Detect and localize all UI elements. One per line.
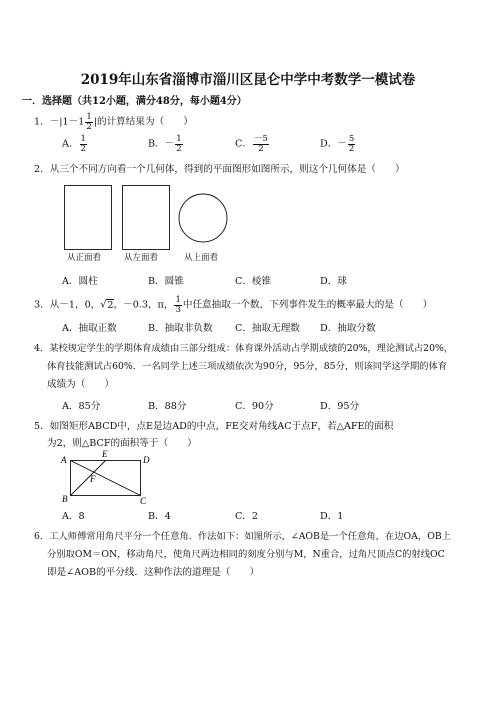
q2-option-d[interactable]: D．球 — [320, 276, 347, 287]
q3-option-b[interactable]: B．抽取非负数 — [148, 323, 213, 334]
q1-frac-num: 1 — [86, 112, 92, 122]
caption-front: 从正面看 — [67, 253, 102, 263]
q4-option-d[interactable]: D．95分 — [320, 401, 360, 412]
q2-option-a[interactable]: A．圆柱 — [62, 276, 98, 287]
q3-fraction — [174, 296, 181, 314]
frac-num: 1 — [176, 134, 182, 144]
frac-num: 1 — [80, 134, 86, 144]
q3-mid: ，－0.3，π， — [113, 299, 174, 311]
q5-option-b[interactable]: B．4 — [148, 511, 171, 522]
q1-option-c[interactable] — [235, 135, 270, 153]
question-5-line-1: 5．如图矩形ABCD中，点E是边AD的中点，FE交对角线AC于点F，若△AFE的面积 — [34, 421, 394, 432]
option-letter: C． — [235, 138, 252, 150]
option-sign: － — [164, 138, 175, 150]
label-f: F — [90, 474, 96, 484]
q1-option-a[interactable] — [62, 135, 88, 153]
caption-left: 从左面看 — [124, 253, 159, 263]
segment-eb — [71, 461, 106, 496]
q3-option-c[interactable]: C．抽取无理数 — [235, 323, 300, 334]
label-d: D — [143, 455, 150, 465]
q5-option-c[interactable]: C．2 — [235, 511, 259, 522]
page-title: 2019年山东省淄博市淄川区昆仑中学中考数学一模试卷 — [80, 72, 416, 88]
option-letter: B． — [148, 138, 165, 150]
q4-option-c[interactable]: C．90分 — [235, 401, 274, 412]
q1-number: 1． — [34, 116, 50, 128]
q1-fraction — [85, 113, 92, 131]
label-a: A — [61, 455, 67, 465]
question-6-line-2: 分别取OM＝ON，移动角尺，使角尺两边相同的刻度分别与M，N重合，过角尺顶点C的射线OC — [47, 549, 445, 560]
q1-frac-den: 2 — [86, 121, 92, 132]
label-c: C — [140, 496, 147, 506]
label-b: B — [62, 494, 68, 504]
q3-pre: 3．从－1，0， — [34, 299, 101, 311]
frac-num: 1 — [175, 295, 181, 305]
question-1 — [34, 113, 193, 131]
question-3 — [34, 296, 432, 314]
diagonal-ac — [71, 461, 141, 496]
q4-option-a[interactable]: A．85分 — [62, 401, 101, 412]
sqrt-symbol: √ — [100, 299, 107, 311]
question-6-line-1: 6．工人师傅常用角尺平分一个任意角．作法如下：如图所示，∠AOB是一个任意角，在边OA，OB上 — [34, 531, 451, 542]
caption-top: 从上面看 — [184, 253, 219, 263]
frac-num: －5 — [253, 134, 268, 144]
q1-option-d[interactable] — [320, 135, 356, 153]
left-view-rect — [123, 186, 170, 250]
q1-option-b[interactable] — [148, 135, 184, 153]
q1-post: |的计算结果为（ ） — [93, 116, 193, 128]
option-fraction — [80, 135, 87, 153]
q2-option-b[interactable]: B．圆锥 — [148, 276, 184, 287]
frac-den: 3 — [175, 304, 181, 315]
frac-num: 5 — [348, 134, 355, 144]
frac-den: 2 — [348, 143, 355, 154]
q3-sqrt-value: 2 — [107, 299, 114, 311]
question-5-line-2: 为2，则△BCF的面积等于（ ） — [47, 438, 197, 449]
option-sign: － — [337, 138, 347, 150]
q2-option-c[interactable]: C．棱锥 — [235, 276, 272, 287]
q5-option-a[interactable]: A．8 — [62, 511, 85, 522]
frac-den: 2 — [258, 143, 264, 154]
option-letter: A． — [62, 138, 79, 150]
question-2: 2．从三个不同方向看一个几何体，得到的平面图形如图所示，则这个几何体是（ ） — [34, 164, 405, 175]
front-view-rect — [65, 186, 112, 250]
frac-den: 2 — [80, 143, 86, 154]
q4-option-b[interactable]: B．88分 — [148, 401, 187, 412]
option-fraction — [348, 135, 355, 153]
q5-rectangle-figure — [58, 448, 158, 506]
label-e: E — [102, 449, 108, 459]
q5-option-d[interactable]: D．1 — [320, 511, 344, 522]
q1-pre: －|1－1 — [49, 116, 85, 128]
option-fraction — [175, 135, 182, 153]
option-fraction — [253, 135, 269, 153]
q3-option-a[interactable]: A．抽取正数 — [62, 323, 117, 334]
q3-option-d[interactable]: D．抽取分数 — [320, 323, 376, 334]
question-4-line-2: 体育技能测试占60%．一名同学上述三项成绩依次为90分，95分，85分，则该同学这学期的体育 — [47, 361, 448, 372]
question-4-line-1: 4．某校规定学生的学期体育成绩由三部分组成：体育课外活动占学期成绩的20%，理论测试占20%， — [34, 343, 454, 354]
q3-post: 中任意抽取一个数，下列事件发生的概率最大的是（ ） — [182, 299, 433, 311]
frac-den: 2 — [176, 143, 182, 154]
question-6-line-3: 即是∠AOB的平分线．这种作法的道理是（ ） — [47, 567, 260, 578]
option-letter: D． — [320, 138, 338, 150]
top-view-circle — [179, 194, 227, 242]
question-4-line-3: 成绩为（ ） — [47, 379, 115, 390]
section-heading: 一．选择题（共12小题，满分48分，每小题4分） — [22, 96, 247, 107]
